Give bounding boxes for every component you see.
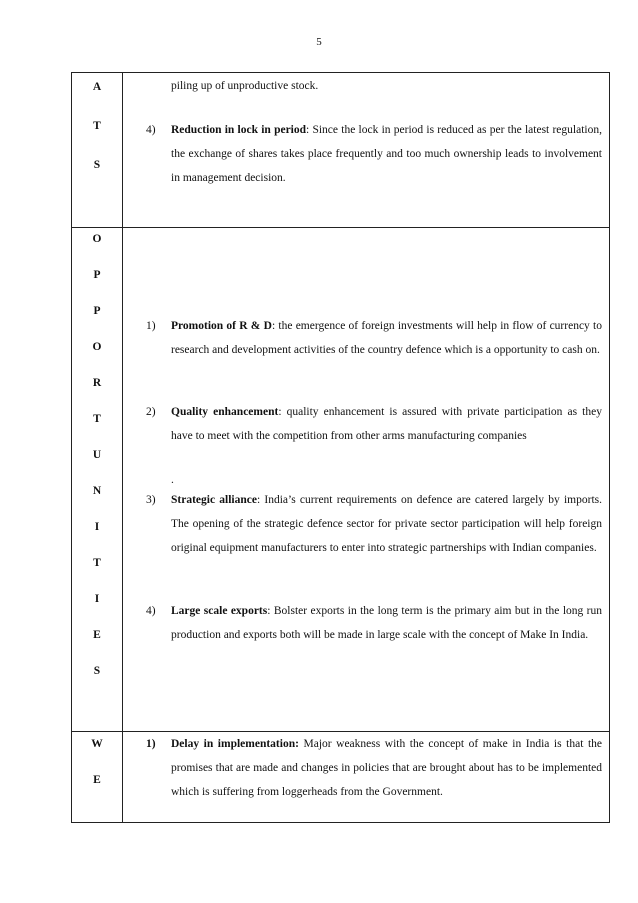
item-title: Promotion of R & D	[171, 320, 272, 332]
row-letter: I	[94, 521, 100, 533]
row-letter: E	[93, 774, 101, 786]
list-item	[146, 732, 602, 804]
row-letter: O	[92, 233, 102, 245]
row-letter: P	[93, 269, 101, 281]
item-separator: :	[306, 124, 310, 136]
list-item	[146, 599, 602, 647]
item-number: 1)	[146, 320, 156, 332]
row-letter: T	[93, 557, 101, 569]
item-body: Bolster exports in the long term is the primary aim but in the long run production and exports both will be made in large scale with the concept of Make In India.	[171, 605, 603, 641]
row-letter: A	[92, 81, 102, 93]
item-number: 4)	[146, 124, 156, 136]
item-body: Since the lock in period is reduced as per the latest regulation, the exchange of shares takes place frequently and too much ownership leads to involvement in management decision.	[171, 124, 602, 184]
item-separator: :	[278, 406, 282, 418]
row-letter: U	[92, 449, 102, 461]
item-title: Reduction in lock in period	[171, 124, 307, 136]
item-number: 4)	[146, 605, 156, 617]
item-body: the emergence of foreign investments will help in flow of currency to research and development activities of the country defence which is a opportunity to cash on.	[171, 320, 602, 356]
item-number: 1)	[146, 738, 156, 750]
item-title: Quality enhancement	[171, 406, 279, 418]
list-item	[146, 488, 602, 560]
table-row-threats-continued	[72, 73, 609, 227]
row-content	[123, 228, 609, 731]
item-separator: :	[267, 605, 271, 617]
item-text	[171, 118, 602, 190]
swot-table	[71, 72, 610, 823]
item-text	[171, 732, 602, 804]
list-item	[146, 314, 602, 362]
row-letters	[72, 732, 123, 822]
continuation-text: piling up of unproductive stock.	[171, 80, 319, 92]
item-text	[171, 599, 602, 647]
item-title: Large scale exports	[171, 605, 268, 617]
item-body: quality enhancement is assured with private participation as they have to meet with the competition from other arms manufacturing companies	[171, 406, 602, 442]
table-row-weaknesses	[72, 731, 609, 822]
list-item	[146, 118, 602, 190]
item-number: 3)	[146, 494, 156, 506]
row-content	[123, 732, 609, 822]
row-letter: T	[93, 413, 101, 425]
row-letters	[72, 73, 123, 227]
row-letter: E	[93, 629, 101, 641]
row-letter: P	[93, 305, 101, 317]
row-letter: W	[91, 738, 103, 750]
row-content	[123, 73, 609, 227]
item-body: Major weakness with the concept of make in India is that the promises that are made and changes in policies that are brought about has to be implemented which is suffering from loggerheads from the Government.	[171, 738, 602, 798]
item-text	[171, 314, 602, 362]
item-text	[171, 488, 602, 560]
row-letter: N	[92, 485, 102, 497]
list-item	[146, 400, 602, 448]
row-letter: R	[92, 377, 102, 389]
table-row-opportunities	[72, 227, 609, 731]
item-title: Delay in implementation:	[171, 738, 299, 750]
item-text	[171, 400, 602, 448]
row-letter: S	[93, 665, 101, 677]
stray-dot: .	[171, 474, 174, 486]
item-body: India’s current requirements on defence are catered largely by imports. The opening of the strategic defence sector for private sector participation will help foreign original equipment manufacturers to enter into strategic partnerships with Indian companies.	[171, 494, 602, 554]
row-letters	[72, 228, 123, 731]
row-letter: O	[92, 341, 102, 353]
page-number: 5	[316, 36, 322, 48]
row-letter: I	[94, 593, 100, 605]
item-separator: :	[256, 494, 261, 506]
item-number: 2)	[146, 406, 156, 418]
item-separator: :	[271, 320, 276, 332]
item-title: Strategic alliance	[171, 494, 257, 506]
row-letter: T	[93, 120, 101, 132]
row-letter: S	[93, 159, 101, 171]
